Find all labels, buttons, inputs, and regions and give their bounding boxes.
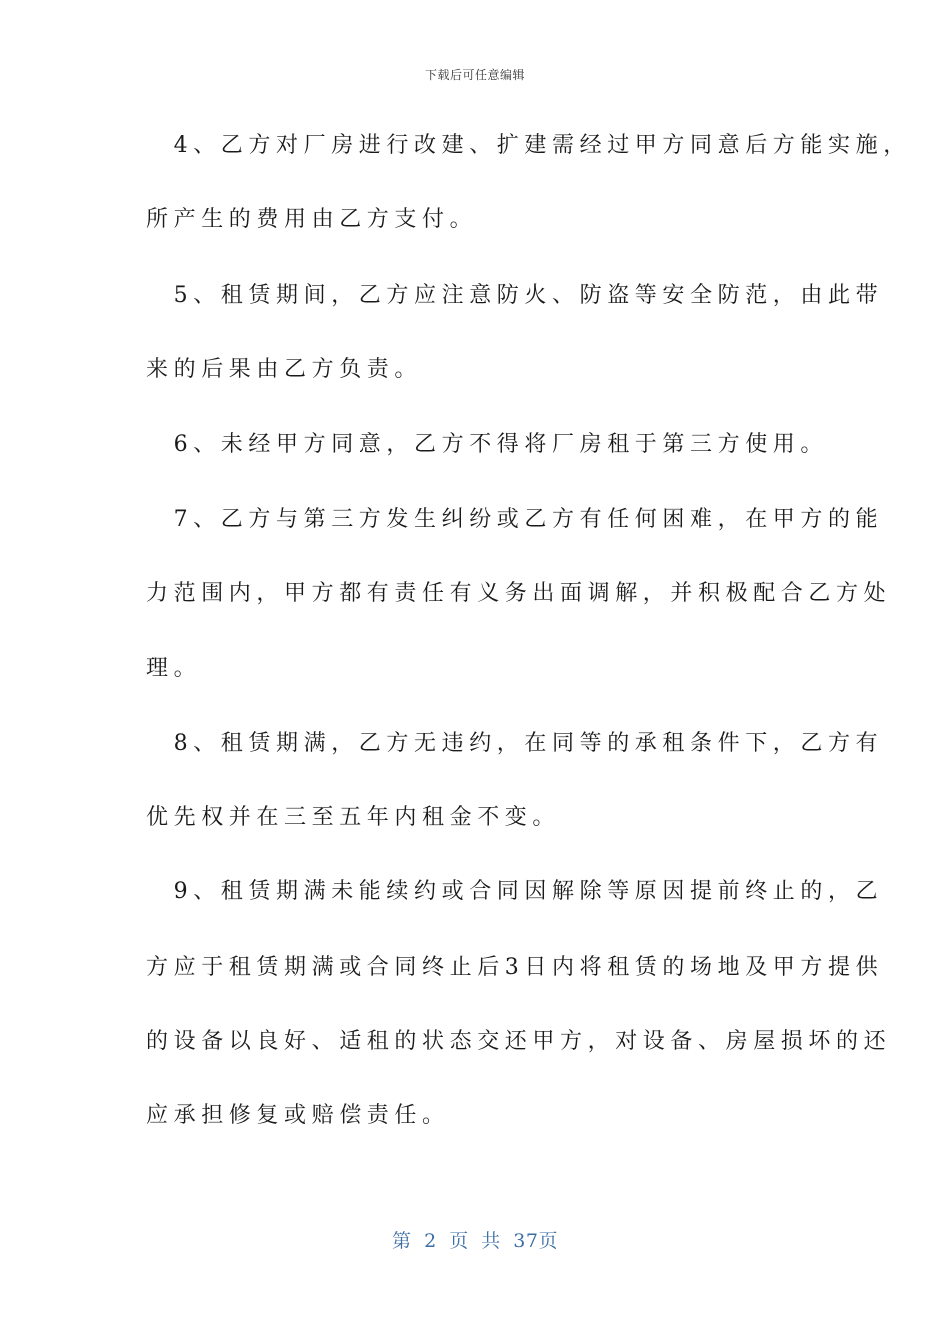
paragraph-line: 的设备以良好、适租的状态交还甲方，对设备、房屋损坏的还 [146, 1029, 892, 1054]
paragraph-line: 理。 [146, 656, 202, 681]
paragraph-line: 方应于租赁期满或合同终止后3日内将租赁的场地及甲方提供 [146, 955, 884, 980]
paragraph-line: 力范围内，甲方都有责任有义务出面调解，并积极配合乙方处 [146, 581, 892, 606]
paragraph-line: 8、租赁期满，乙方无违约，在同等的承租条件下，乙方有 [146, 731, 884, 756]
paragraph-line: 应承担修复或赔偿责任。 [146, 1103, 450, 1128]
paragraph-line: 来的后果由乙方负责。 [146, 357, 423, 382]
paragraph-line: 4、乙方对厂房进行改建、扩建需经过甲方同意后方能实施， [146, 133, 911, 158]
page-number: 第 2 页 共 37页 [392, 1230, 558, 1252]
paragraph-line: 所产生的费用由乙方支付。 [146, 207, 478, 232]
header-note: 下载后可任意编辑 [424, 68, 525, 82]
paragraph-line: 优先权并在三至五年内租金不变。 [146, 805, 561, 830]
paragraph-line: 5、租赁期间，乙方应注意防火、防盗等安全防范，由此带 [146, 283, 884, 308]
paragraph-line: 7、乙方与第三方发生纠纷或乙方有任何困难，在甲方的能 [146, 507, 884, 532]
paragraph-line: 9、租赁期满未能续约或合同因解除等原因提前终止的，乙 [146, 879, 884, 904]
paragraph-line: 6、未经甲方同意，乙方不得将厂房租于第三方使用。 [146, 432, 828, 457]
